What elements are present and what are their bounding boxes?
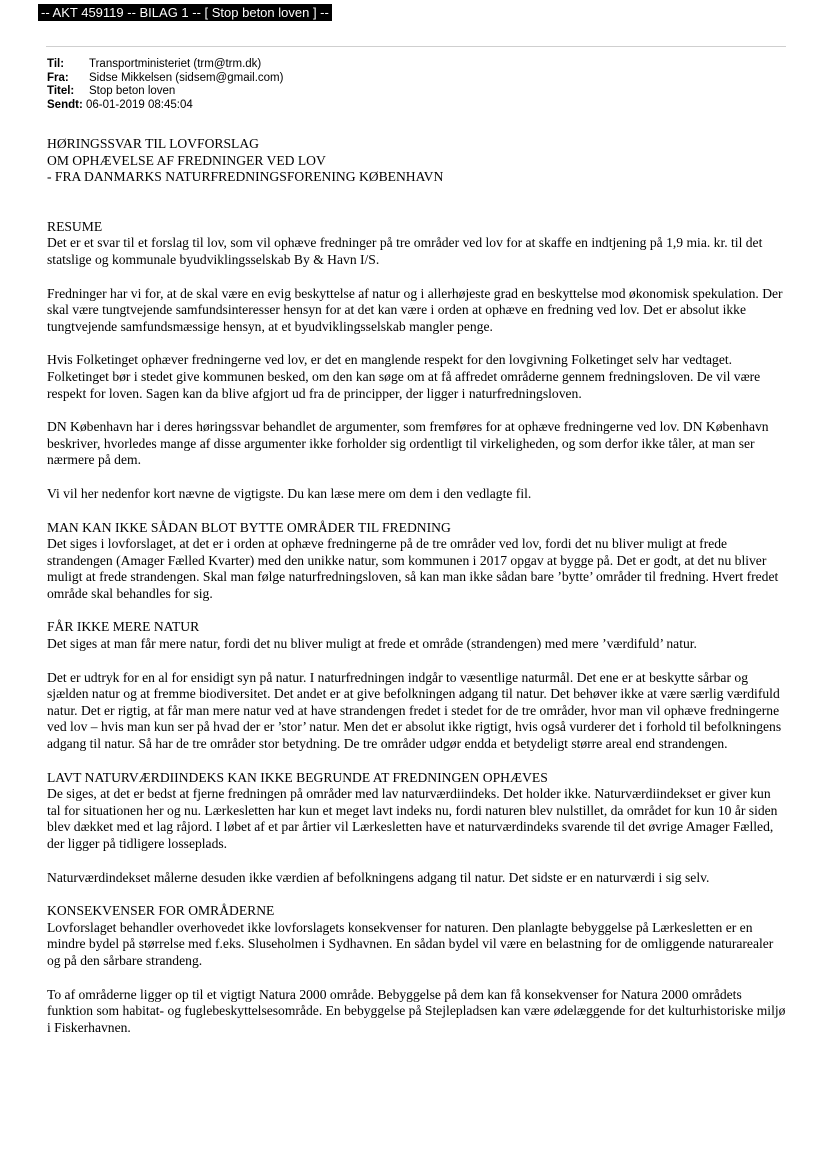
paragraph: Det er udtryk for en al for ensidigt syn på natur. I naturfredningen indgår to væsentlige naturmål. Det ene er at beskytte sårbar og sjælden natur og at fremme biodiversitet. Det andet er at give befolkningen adgang til natur. Det behøver ikke at være særlig værdifuld natur. Det er rigtig, at får man mere natur ved at have strandengen fredet i stedet for de tre områder, hvor man vil ophæve fredningerne ved lov – hvis man kun ser på hvad der er ’stor’ natur. Men det er absolut ikke rigtigt, hvis også vurderer det i forhold til befolkningens adgang til natur. Så har de tre områder stor betydning. De tre områder udgør endda et betydeligt større areal end strandengen. [47,669,782,752]
paragraph: DN København har i deres høringssvar behandlet de argumenter, som fremføres for at ophæve fredningerne ved lov. DN København beskriver, hvorledes mange af disse argumenter ikke forholder sig ordentligt til virkeligheden, og som derfor ikke tåler, at man ser nærmere på dem. [47,419,769,468]
sent-value: 06-01-2019 08:45:04 [85,98,193,111]
heading-line-1: HØRINGSSVAR TIL LOVFORSLAG [47,136,259,151]
document-heading [47,136,787,186]
email-header [47,58,283,112]
document-body [47,136,787,1053]
to-row [47,58,283,72]
section-title-mere-natur: FÅR IKKE MERE NATUR [47,619,200,635]
title-label: Titel: [47,85,75,97]
paragraph: Fredninger har vi for, at de skal være en evig beskyttelse af natur og i allerhøjeste grad en beskyttelse mod økonomisk spekulation. Der skal være tungtvejende samfundsinteresser hensyn for at det kan være i orden at ophæve en fredning ved lov. Det er absolut ikke tungtvejende samfundsmæssige hensyn, at et byudviklingsselskab mangler penge. [47,285,783,334]
section-title-resume: RESUME [47,218,103,234]
to-label: Til: [47,58,65,70]
title-value: Stop beton loven [89,85,176,97]
paragraph: Det siges at man får mere natur, fordi det nu bliver muligt at frede et område (strandengen) med mere ’værdifuld’ natur. [47,636,697,652]
sent-label: Sendt: [47,98,83,111]
from-label: Fra: [47,71,69,84]
paragraph: De siges, at det er bedst at fjerne fredningen på områder med lav naturværdiindeks. Det holder ikke. Naturværdiindekset er giver kun tal for situationen her og nu. Lærkesletten har kun et meget lavt indeks nu, fordi naturen blev nulstillet, da området for kun 10 år siden blev dækket med et lag råjord. I løbet af et par årtier vil Lærkesletten have et naturværdindeks svarende til det øvrige Amager Fælled, der ligger på tidligere losseplads. [47,786,778,851]
section-title-naturvaerdiindeks: LAVT NATURVÆRDIINDEKS KAN IKKE BEGRUNDE AT FREDNINGEN OPHÆVES [47,769,548,785]
paragraph: Lovforslaget behandler overhovedet ikke lovforslagets konsekvenser for naturen. Den planlagte bebyggelse på Lærkesletten er en mindre bydel på størrelse med f.eks. Sluseholmen i Sydhavnen. En sådan bydel vil være en belastning for de omliggende naturarealer og på den sårbare strandeng. [47,919,774,968]
paragraph: To af områderne ligger op til et vigtigt Natura 2000 område. Bebyggelse på dem kan få konsekvenser for Natura 2000 områdets funktion som habitat- og fuglebeskyttelsesområde. En bebyggelse på Stejlepladsen kan være ødelæggende for det kulturhistoriske miljø i Fiskerhavnen. [47,986,786,1035]
header-divider [46,46,786,47]
heading-line-2: OM OPHÆVELSE AF FREDNINGER VED LOV [47,152,326,168]
section-title-konsekvenser: KONSEKVENSER FOR OMRÅDERNE [47,903,275,919]
section-title-bytte: MAN KAN IKKE SÅDAN BLOT BYTTE OMRÅDER TIL FREDNING [47,519,451,535]
paragraph: Det er et svar til et forslag til lov, som vil ophæve fredninger på tre områder ved lov for at skaffe en indtjening på 1,9 mia. kr. til det statslige og kommunale byudviklingsselskab By & Havn I/S. [47,235,763,267]
paragraph: Vi vil her nedenfor kort nævne de vigtigste. Du kan læse mere om dem i den vedlagte fil. [47,485,532,501]
paragraph: Hvis Folketinget ophæver fredningerne ved lov, er det en manglende respekt for den lovgivning Folketinget selv har vedtaget. Folketinget bør i stedet give kommunen besked, om den kan søge om at få affredet områderne gennem fredningsloven. De vil være respekt for loven. Sagen kan da blive afgjort ud fra de principper, der ligger i naturfredningsloven. [47,352,761,401]
sent-row [47,99,283,113]
document-banner: -- AKT 459119 -- BILAG 1 -- [ Stop beton loven ] -- [38,4,332,21]
to-value: Transportministeriet (trm@trm.dk) [89,58,262,70]
paragraph: Det siges i lovforslaget, at det er i orden at ophæve fredningerne på de tre områder ved lov, fordi det nu bliver muligt at frede strandengen (Amager Fælled Kvarter) med den unikke natur, som kommunen i 2017 opgav at bygge på. Det er godt, at det nu bliver muligt at frede strandengen. Skal man følge naturfredningsloven, så kan man ikke sådan bare ’bytte’ områder til fredning. Hvert fredet område skal behandles for sig. [47,536,779,601]
heading-line-3: - FRA DANMARKS NATURFREDNINGSFORENING KØBENHAVN [47,169,444,185]
from-value: Sidse Mikkelsen (sidsem@gmail.com) [89,71,284,84]
paragraph: Naturværdindekset målerne desuden ikke værdien af befolkningens adgang til natur. Det sidste er en naturværdi i sig selv. [47,869,710,885]
from-row [47,72,283,86]
title-row [47,85,283,99]
